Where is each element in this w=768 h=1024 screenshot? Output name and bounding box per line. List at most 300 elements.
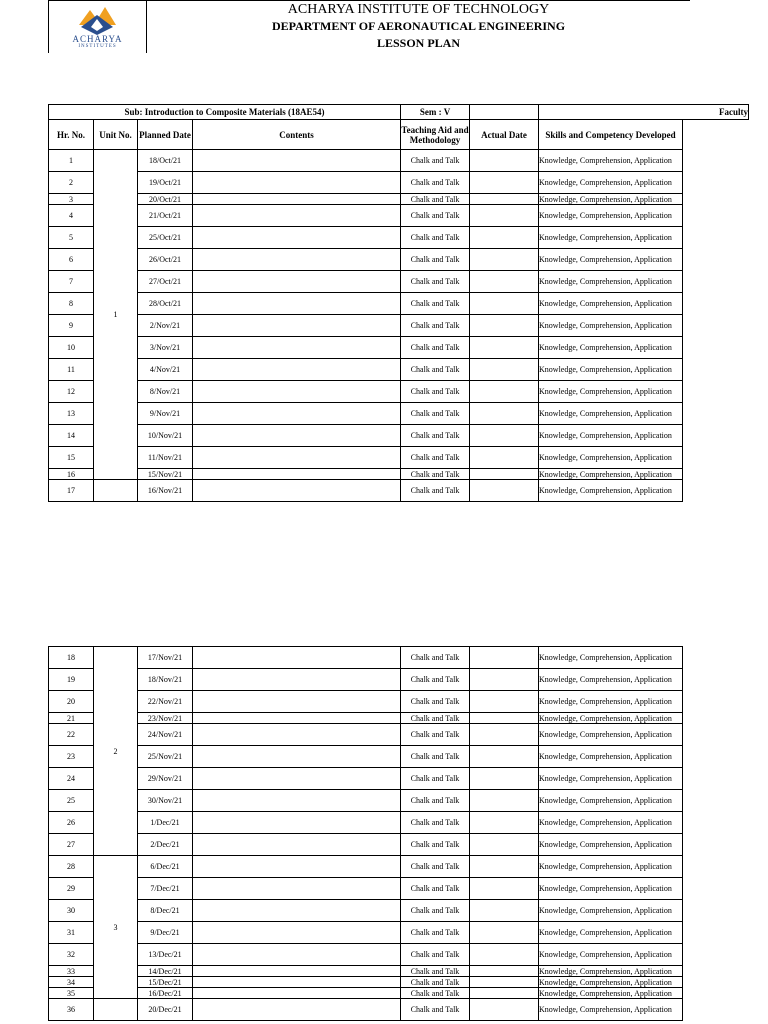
contents-cell: [193, 944, 401, 966]
planned-date-cell: 9/Nov/21: [138, 403, 193, 425]
unit-number-cell: 1: [94, 150, 138, 480]
extra-cell: [683, 359, 749, 381]
hour-number-cell: 18: [49, 647, 94, 669]
blank-cell: [470, 105, 539, 120]
faculty-cell: Faculty: [539, 105, 749, 120]
actual-date-cell: [470, 878, 539, 900]
hour-number-cell: 28: [49, 856, 94, 878]
teaching-aid-cell: Chalk and Talk: [401, 172, 470, 194]
logo-subtext: INSTITUTES: [78, 44, 117, 49]
teaching-aid-cell: Chalk and Talk: [401, 315, 470, 337]
teaching-aid-cell: Chalk and Talk: [401, 988, 470, 999]
table-row: [49, 293, 749, 315]
extra-cell: [683, 944, 749, 966]
skills-cell: Knowledge, Comprehension, Application: [539, 966, 683, 977]
teaching-aid-cell: Chalk and Talk: [401, 900, 470, 922]
hour-number-cell: 12: [49, 381, 94, 403]
contents-cell: [193, 669, 401, 691]
contents-cell: [193, 691, 401, 713]
extra-cell: [683, 977, 749, 988]
extra-cell: [683, 381, 749, 403]
col-teaching-aid: Teaching Aid and Methodology: [401, 120, 470, 150]
teaching-aid-cell: Chalk and Talk: [401, 271, 470, 293]
actual-date-cell: [470, 713, 539, 724]
actual-date-cell: [470, 856, 539, 878]
teaching-aid-cell: Chalk and Talk: [401, 150, 470, 172]
extra-cell: [683, 194, 749, 205]
hour-number-cell: 3: [49, 194, 94, 205]
hour-number-cell: 33: [49, 966, 94, 977]
skills-cell: Knowledge, Comprehension, Application: [539, 812, 683, 834]
teaching-aid-cell: Chalk and Talk: [401, 194, 470, 205]
extra-cell: [683, 293, 749, 315]
extra-cell: [683, 227, 749, 249]
actual-date-cell: [470, 812, 539, 834]
actual-date-cell: [470, 669, 539, 691]
actual-date-cell: [470, 403, 539, 425]
teaching-aid-cell: Chalk and Talk: [401, 669, 470, 691]
teaching-aid-cell: Chalk and Talk: [401, 812, 470, 834]
actual-date-cell: [470, 790, 539, 812]
table-row: [49, 647, 749, 669]
planned-date-cell: 18/Oct/21: [138, 150, 193, 172]
table-row: [49, 713, 749, 724]
unit-number-cell: [94, 480, 138, 502]
teaching-aid-cell: Chalk and Talk: [401, 381, 470, 403]
contents-cell: [193, 768, 401, 790]
table-row: [49, 724, 749, 746]
skills-cell: Knowledge, Comprehension, Application: [539, 480, 683, 502]
subject-row: [49, 105, 749, 120]
extra-cell: [683, 746, 749, 768]
subject-cell: Sub: Introduction to Composite Materials (18AE54): [49, 105, 401, 120]
contents-cell: [193, 966, 401, 977]
actual-date-cell: [470, 647, 539, 669]
logo-text: ACHARYA: [72, 34, 123, 44]
skills-cell: Knowledge, Comprehension, Application: [539, 724, 683, 746]
actual-date-cell: [470, 315, 539, 337]
contents-cell: [193, 746, 401, 768]
skills-cell: Knowledge, Comprehension, Application: [539, 988, 683, 999]
extra-cell: [683, 878, 749, 900]
planned-date-cell: 10/Nov/21: [138, 425, 193, 447]
hour-number-cell: 16: [49, 469, 94, 480]
extra-cell: [683, 856, 749, 878]
contents-cell: [193, 249, 401, 271]
teaching-aid-cell: Chalk and Talk: [401, 480, 470, 502]
skills-cell: Knowledge, Comprehension, Application: [539, 922, 683, 944]
teaching-aid-cell: Chalk and Talk: [401, 249, 470, 271]
teaching-aid-cell: Chalk and Talk: [401, 878, 470, 900]
actual-date-cell: [470, 746, 539, 768]
planned-date-cell: 20/Oct/21: [138, 194, 193, 205]
contents-cell: [193, 713, 401, 724]
extra-cell: [683, 150, 749, 172]
hour-number-cell: 27: [49, 834, 94, 856]
actual-date-cell: [470, 966, 539, 977]
skills-cell: Knowledge, Comprehension, Application: [539, 293, 683, 315]
document-header: [48, 0, 690, 53]
teaching-aid-cell: Chalk and Talk: [401, 856, 470, 878]
planned-date-cell: 8/Nov/21: [138, 381, 193, 403]
actual-date-cell: [470, 337, 539, 359]
skills-cell: Knowledge, Comprehension, Application: [539, 944, 683, 966]
skills-cell: Knowledge, Comprehension, Application: [539, 834, 683, 856]
extra-cell: [683, 713, 749, 724]
skills-cell: Knowledge, Comprehension, Application: [539, 194, 683, 205]
skills-cell: Knowledge, Comprehension, Application: [539, 227, 683, 249]
extra-cell: [683, 647, 749, 669]
planned-date-cell: 21/Oct/21: [138, 205, 193, 227]
actual-date-cell: [470, 977, 539, 988]
hour-number-cell: 23: [49, 746, 94, 768]
contents-cell: [193, 227, 401, 249]
actual-date-cell: [470, 381, 539, 403]
skills-cell: Knowledge, Comprehension, Application: [539, 647, 683, 669]
actual-date-cell: [470, 480, 539, 502]
col-hr-no: Hr. No.: [49, 120, 94, 150]
contents-cell: [193, 480, 401, 502]
extra-cell: [683, 271, 749, 293]
teaching-aid-cell: Chalk and Talk: [401, 447, 470, 469]
extra-cell: [683, 205, 749, 227]
hour-number-cell: 32: [49, 944, 94, 966]
planned-date-cell: 27/Oct/21: [138, 271, 193, 293]
hour-number-cell: 6: [49, 249, 94, 271]
skills-cell: Knowledge, Comprehension, Application: [539, 403, 683, 425]
teaching-aid-cell: Chalk and Talk: [401, 205, 470, 227]
planned-date-cell: 13/Dec/21: [138, 944, 193, 966]
hour-number-cell: 19: [49, 669, 94, 691]
extra-cell: [683, 447, 749, 469]
hour-number-cell: 5: [49, 227, 94, 249]
planned-date-cell: 29/Nov/21: [138, 768, 193, 790]
actual-date-cell: [470, 249, 539, 271]
skills-cell: Knowledge, Comprehension, Application: [539, 337, 683, 359]
page-clip: [48, 0, 749, 1024]
table-row: [49, 447, 749, 469]
planned-date-cell: 2/Nov/21: [138, 315, 193, 337]
actual-date-cell: [470, 768, 539, 790]
contents-cell: [193, 878, 401, 900]
planned-date-cell: 2/Dec/21: [138, 834, 193, 856]
semester-cell: Sem : V: [401, 105, 470, 120]
table-row: [49, 271, 749, 293]
actual-date-cell: [470, 425, 539, 447]
table-row: [49, 337, 749, 359]
hour-number-cell: 35: [49, 988, 94, 999]
planned-date-cell: 7/Dec/21: [138, 878, 193, 900]
contents-cell: [193, 271, 401, 293]
skills-cell: Knowledge, Comprehension, Application: [539, 713, 683, 724]
contents-cell: [193, 315, 401, 337]
lesson-plan-table-page1: [48, 104, 749, 502]
hour-number-cell: 29: [49, 878, 94, 900]
hour-number-cell: 20: [49, 691, 94, 713]
col-contents: Contents: [193, 120, 401, 150]
teaching-aid-cell: Chalk and Talk: [401, 359, 470, 381]
skills-cell: Knowledge, Comprehension, Application: [539, 425, 683, 447]
extra-cell: [683, 669, 749, 691]
table-row: [49, 691, 749, 713]
extra-cell: [683, 812, 749, 834]
table-row: [49, 944, 749, 966]
actual-date-cell: [470, 834, 539, 856]
teaching-aid-cell: Chalk and Talk: [401, 647, 470, 669]
table-row: [49, 746, 749, 768]
teaching-aid-cell: Chalk and Talk: [401, 944, 470, 966]
teaching-aid-cell: Chalk and Talk: [401, 746, 470, 768]
hour-number-cell: 24: [49, 768, 94, 790]
hour-number-cell: 17: [49, 480, 94, 502]
col-unit-no: Unit No.: [94, 120, 138, 150]
contents-cell: [193, 293, 401, 315]
teaching-aid-cell: Chalk and Talk: [401, 403, 470, 425]
table-row: [49, 480, 749, 502]
teaching-aid-cell: Chalk and Talk: [401, 713, 470, 724]
contents-cell: [193, 790, 401, 812]
actual-date-cell: [470, 150, 539, 172]
teaching-aid-cell: Chalk and Talk: [401, 966, 470, 977]
contents-cell: [193, 834, 401, 856]
planned-date-cell: 26/Oct/21: [138, 249, 193, 271]
planned-date-cell: 28/Oct/21: [138, 293, 193, 315]
hour-number-cell: 7: [49, 271, 94, 293]
extra-cell: [683, 988, 749, 999]
hour-number-cell: 11: [49, 359, 94, 381]
extra-cell: [683, 337, 749, 359]
hour-number-cell: 14: [49, 425, 94, 447]
planned-date-cell: 6/Dec/21: [138, 856, 193, 878]
planned-date-cell: 25/Oct/21: [138, 227, 193, 249]
table-row: [49, 999, 749, 1021]
table-row: [49, 812, 749, 834]
skills-cell: Knowledge, Comprehension, Application: [539, 205, 683, 227]
contents-cell: [193, 977, 401, 988]
planned-date-cell: 8/Dec/21: [138, 900, 193, 922]
table-row: [49, 381, 749, 403]
hour-number-cell: 13: [49, 403, 94, 425]
planned-date-cell: 16/Nov/21: [138, 480, 193, 502]
teaching-aid-cell: Chalk and Talk: [401, 834, 470, 856]
extra-cell: [683, 999, 749, 1021]
contents-cell: [193, 724, 401, 746]
extra-cell: [683, 966, 749, 977]
actual-date-cell: [470, 922, 539, 944]
contents-cell: [193, 812, 401, 834]
table-row: [49, 856, 749, 878]
skills-cell: Knowledge, Comprehension, Application: [539, 691, 683, 713]
col-planned-date: Planned Date: [138, 120, 193, 150]
unit-number-cell: [94, 999, 138, 1021]
skills-cell: Knowledge, Comprehension, Application: [539, 878, 683, 900]
table-row: [49, 988, 749, 999]
actual-date-cell: [470, 359, 539, 381]
extra-cell: [683, 922, 749, 944]
institute-name: ACHARYA INSTITUTE OF TECHNOLOGY: [287, 2, 550, 17]
actual-date-cell: [470, 194, 539, 205]
planned-date-cell: 18/Nov/21: [138, 669, 193, 691]
teaching-aid-cell: Chalk and Talk: [401, 922, 470, 944]
hour-number-cell: 26: [49, 812, 94, 834]
skills-cell: Knowledge, Comprehension, Application: [539, 447, 683, 469]
table-row: [49, 900, 749, 922]
skills-cell: Knowledge, Comprehension, Application: [539, 381, 683, 403]
planned-date-cell: 19/Oct/21: [138, 172, 193, 194]
skills-cell: Knowledge, Comprehension, Application: [539, 900, 683, 922]
hour-number-cell: 22: [49, 724, 94, 746]
table-row: [49, 205, 749, 227]
planned-date-cell: 20/Dec/21: [138, 999, 193, 1021]
extra-cell: [683, 249, 749, 271]
hour-number-cell: 21: [49, 713, 94, 724]
hour-number-cell: 30: [49, 900, 94, 922]
skills-cell: Knowledge, Comprehension, Application: [539, 469, 683, 480]
contents-cell: [193, 381, 401, 403]
contents-cell: [193, 150, 401, 172]
contents-cell: [193, 447, 401, 469]
extra-cell: [683, 900, 749, 922]
teaching-aid-cell: Chalk and Talk: [401, 469, 470, 480]
extra-cell: [683, 403, 749, 425]
contents-cell: [193, 425, 401, 447]
col-skills: Skills and Competency Developed: [539, 120, 683, 150]
col-extra: [683, 120, 749, 150]
actual-date-cell: [470, 271, 539, 293]
contents-cell: [193, 988, 401, 999]
unit-number-cell: 3: [94, 856, 138, 999]
table-row: [49, 768, 749, 790]
extra-cell: [683, 469, 749, 480]
contents-cell: [193, 205, 401, 227]
table-row: [49, 403, 749, 425]
table-row: [49, 172, 749, 194]
table-row: [49, 977, 749, 988]
actual-date-cell: [470, 724, 539, 746]
extra-cell: [683, 691, 749, 713]
skills-cell: Knowledge, Comprehension, Application: [539, 359, 683, 381]
teaching-aid-cell: Chalk and Talk: [401, 425, 470, 447]
contents-cell: [193, 999, 401, 1021]
hour-number-cell: 15: [49, 447, 94, 469]
skills-cell: Knowledge, Comprehension, Application: [539, 977, 683, 988]
lesson-plan-table-page2: [48, 646, 749, 1021]
planned-date-cell: 16/Dec/21: [138, 988, 193, 999]
skills-cell: Knowledge, Comprehension, Application: [539, 746, 683, 768]
teaching-aid-cell: Chalk and Talk: [401, 790, 470, 812]
extra-cell: [683, 768, 749, 790]
actual-date-cell: [470, 293, 539, 315]
teaching-aid-cell: Chalk and Talk: [401, 768, 470, 790]
hour-number-cell: 10: [49, 337, 94, 359]
contents-cell: [193, 172, 401, 194]
teaching-aid-cell: Chalk and Talk: [401, 999, 470, 1021]
planned-date-cell: 17/Nov/21: [138, 647, 193, 669]
extra-cell: [683, 724, 749, 746]
contents-cell: [193, 403, 401, 425]
contents-cell: [193, 359, 401, 381]
hour-number-cell: 25: [49, 790, 94, 812]
contents-cell: [193, 337, 401, 359]
actual-date-cell: [470, 447, 539, 469]
hour-number-cell: 9: [49, 315, 94, 337]
hour-number-cell: 8: [49, 293, 94, 315]
table-row: [49, 359, 749, 381]
table-row: [49, 194, 749, 205]
extra-cell: [683, 425, 749, 447]
planned-date-cell: 15/Nov/21: [138, 469, 193, 480]
actual-date-cell: [470, 691, 539, 713]
table-row: [49, 790, 749, 812]
planned-date-cell: 24/Nov/21: [138, 724, 193, 746]
planned-date-cell: 1/Dec/21: [138, 812, 193, 834]
contents-cell: [193, 194, 401, 205]
col-actual-date: Actual Date: [470, 120, 539, 150]
teaching-aid-cell: Chalk and Talk: [401, 724, 470, 746]
table-row: [49, 227, 749, 249]
planned-date-cell: 25/Nov/21: [138, 746, 193, 768]
teaching-aid-cell: Chalk and Talk: [401, 977, 470, 988]
extra-cell: [683, 315, 749, 337]
skills-cell: Knowledge, Comprehension, Application: [539, 172, 683, 194]
skills-cell: Knowledge, Comprehension, Application: [539, 249, 683, 271]
actual-date-cell: [470, 205, 539, 227]
contents-cell: [193, 469, 401, 480]
hour-number-cell: 2: [49, 172, 94, 194]
teaching-aid-cell: Chalk and Talk: [401, 691, 470, 713]
skills-cell: Knowledge, Comprehension, Application: [539, 999, 683, 1021]
department-name: DEPARTMENT OF AERONAUTICAL ENGINEERING: [271, 19, 566, 33]
hour-number-cell: 34: [49, 977, 94, 988]
contents-cell: [193, 900, 401, 922]
table-row: [49, 150, 749, 172]
teaching-aid-cell: Chalk and Talk: [401, 227, 470, 249]
contents-cell: [193, 647, 401, 669]
actual-date-cell: [470, 900, 539, 922]
contents-cell: [193, 922, 401, 944]
skills-cell: Knowledge, Comprehension, Application: [539, 669, 683, 691]
skills-cell: Knowledge, Comprehension, Application: [539, 150, 683, 172]
document-title: LESSON PLAN: [376, 36, 461, 50]
hour-number-cell: 36: [49, 999, 94, 1021]
unit-number-cell: 2: [94, 647, 138, 856]
actual-date-cell: [470, 944, 539, 966]
table-row: [49, 315, 749, 337]
table-row: [49, 878, 749, 900]
extra-cell: [683, 172, 749, 194]
table-row: [49, 469, 749, 480]
teaching-aid-cell: Chalk and Talk: [401, 337, 470, 359]
skills-cell: Knowledge, Comprehension, Application: [539, 768, 683, 790]
table-row: [49, 425, 749, 447]
planned-date-cell: 3/Nov/21: [138, 337, 193, 359]
extra-cell: [683, 834, 749, 856]
planned-date-cell: 30/Nov/21: [138, 790, 193, 812]
teaching-aid-cell: Chalk and Talk: [401, 293, 470, 315]
skills-cell: Knowledge, Comprehension, Application: [539, 271, 683, 293]
table-row: [49, 249, 749, 271]
actual-date-cell: [470, 988, 539, 999]
planned-date-cell: 23/Nov/21: [138, 713, 193, 724]
planned-date-cell: 9/Dec/21: [138, 922, 193, 944]
table-row: [49, 834, 749, 856]
hour-number-cell: 31: [49, 922, 94, 944]
table-row: [49, 966, 749, 977]
hour-number-cell: 4: [49, 205, 94, 227]
actual-date-cell: [470, 227, 539, 249]
extra-cell: [683, 790, 749, 812]
skills-cell: Knowledge, Comprehension, Application: [539, 315, 683, 337]
